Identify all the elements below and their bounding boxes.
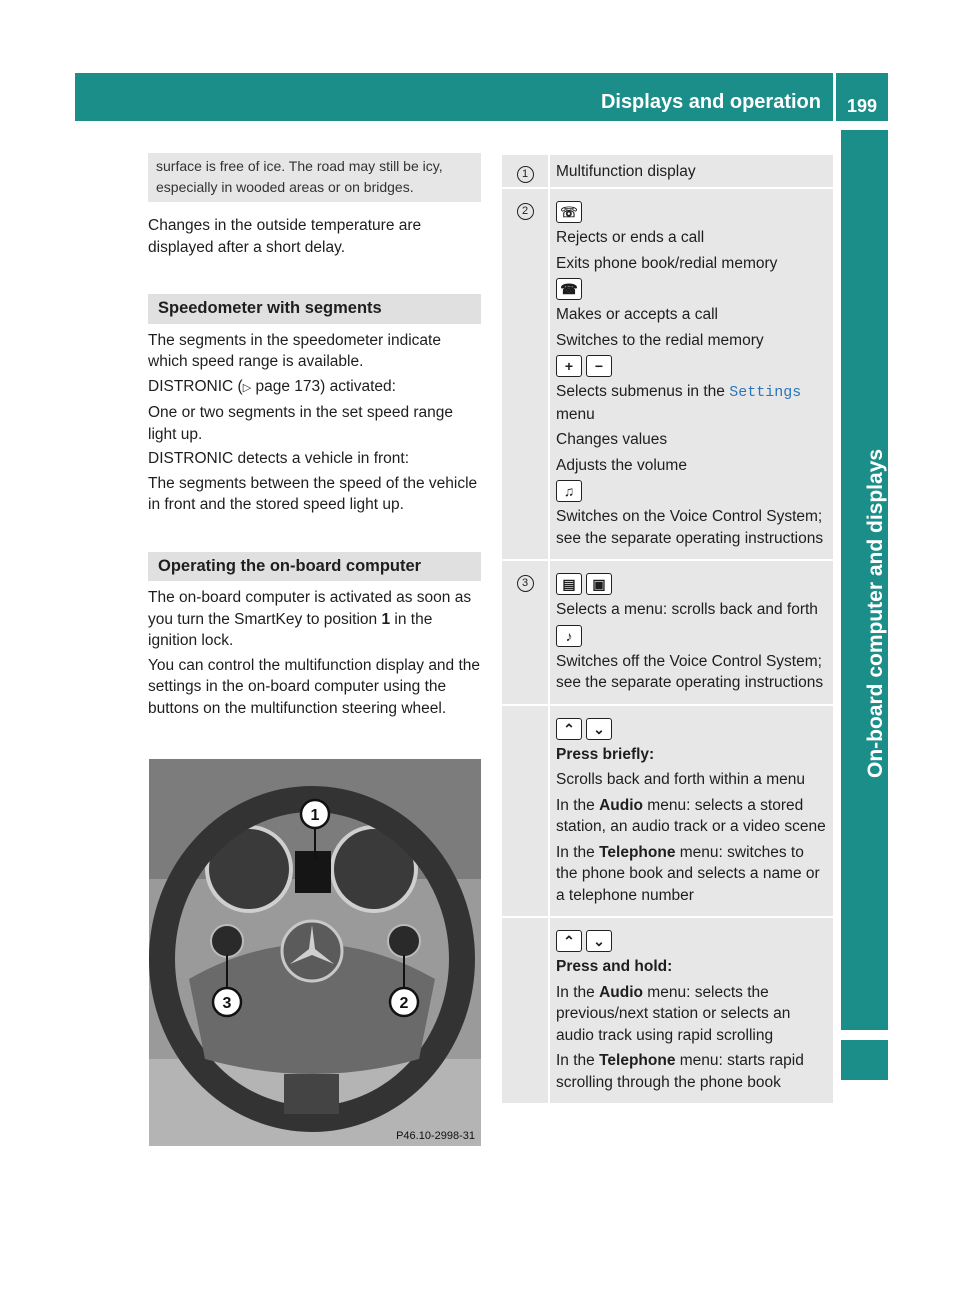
text-line: Selects a menu: scrolls back and forth [556, 601, 818, 618]
steering-wheel-photo [149, 759, 481, 1146]
voice-off-icon: ♪ [556, 625, 582, 647]
number-circle: 1 [517, 166, 534, 183]
paragraph: Changes in the outside temperature are displayed after a short delay. [148, 217, 422, 256]
side-tab-marker [841, 1040, 888, 1080]
table-row [502, 706, 833, 919]
table-row [502, 918, 833, 1105]
menu-name: Audio [599, 796, 643, 814]
table-row [502, 561, 833, 706]
number-circle: 3 [517, 575, 534, 592]
number-circle: 2 [517, 203, 534, 220]
row-number [502, 189, 548, 559]
row-heading: Press and hold: [556, 958, 673, 975]
text-line: Rejects or ends a call [556, 229, 705, 246]
text-line [556, 1050, 829, 1093]
paragraph [148, 376, 481, 400]
text-line [556, 842, 829, 907]
row-number [502, 561, 548, 704]
text-line: Scrolls back and forth within a menu [556, 771, 805, 788]
page-ref-arrow-icon: ▷ [242, 381, 252, 394]
row-number-empty [502, 918, 548, 1103]
menu-name: Telephone [599, 843, 676, 861]
plus-icon: + [556, 355, 582, 377]
down-arrow-icon: ⌄ [586, 930, 612, 952]
text: menu: starts rapid scrolling through the phone book [556, 1052, 804, 1091]
callout-1: 1 [310, 807, 320, 824]
menu-forward-icon: ▣ [586, 573, 612, 595]
row-number [502, 155, 548, 187]
text-line: Makes or accepts a call [556, 306, 718, 323]
end-call-icon: ☏ [556, 201, 582, 223]
text: menu: switches to the phone book and selects a name or a telephone number [556, 843, 820, 904]
left-column [148, 153, 481, 719]
callout-3: 3 [222, 995, 232, 1012]
paragraph: The segments in the speedometer indicate which speed range is available. [148, 331, 441, 370]
table-row [502, 189, 833, 561]
menu-name: Telephone [599, 1052, 676, 1069]
row-text [550, 706, 833, 917]
page-number: 199 [836, 73, 888, 121]
menu-name: Audio [599, 983, 643, 1001]
up-arrow-icon: ⌃ [556, 718, 582, 740]
row-text: Multifunction display [550, 155, 833, 187]
text-line [556, 795, 829, 838]
paragraph: The segments between the speed of the vehicle in front and the stored speed light up. [148, 474, 478, 513]
text-line: Switches off the Voice Control System; see the separate operating instructions [556, 652, 824, 691]
paragraph [148, 587, 481, 652]
text-line [556, 956, 829, 978]
up-arrow-icon: ⌃ [556, 930, 582, 952]
steering-wheel-illustration [149, 759, 481, 1146]
paragraph: You can control the multifunction display and the settings in the on-board computer using the buttons on the multifunction steering wheel. [148, 656, 481, 717]
text: In the [556, 983, 600, 1001]
text: The on-board computer is activated as soon as you turn the SmartKey to position [148, 589, 472, 628]
row-heading: Press briefly: [556, 745, 655, 763]
text-line [556, 982, 829, 1047]
photo-code: P46.10-2998-31 [396, 1130, 475, 1142]
voice-control-icon: ♫ [556, 480, 582, 502]
section-heading-speedometer: Speedometer with segments [148, 294, 481, 324]
text-line [556, 744, 829, 766]
text: In the [556, 843, 600, 861]
row-text [550, 918, 833, 1103]
text-line: Changes values [556, 431, 668, 448]
menu-name: Settings [729, 384, 802, 401]
text-line: Adjusts the volume [556, 456, 687, 474]
text: page 173) activated: [251, 377, 396, 395]
note-box: surface is free of ice. The road may still be icy, especially in wooded areas or on bridges. [148, 153, 481, 202]
row-number-empty [502, 706, 548, 917]
paragraph: One or two segments in the set speed range light up. [148, 404, 454, 443]
text: Selects submenus in the [556, 383, 730, 400]
row-text [550, 561, 833, 704]
text: in the ignition lock. [148, 610, 433, 649]
button-table [502, 155, 833, 1105]
accept-call-icon: ☎ [556, 278, 582, 300]
text: DISTRONIC ( [148, 377, 243, 395]
text-line: Switches to the redial memory [556, 331, 764, 349]
text-line [556, 381, 829, 425]
position-value: 1 [381, 610, 391, 628]
text: menu: selects the previous/next station or selects an audio track using rapid scrolling [556, 983, 791, 1044]
header-title: Displays and operation [600, 91, 821, 113]
minus-icon: − [586, 355, 612, 377]
text: menu: selects a stored station, an audio track or a video scene [556, 796, 826, 835]
text: menu [556, 405, 595, 423]
table-row [502, 155, 833, 189]
text-line: Switches on the Voice Control System; see the separate operating instructions [556, 508, 824, 547]
row-text [550, 189, 833, 559]
text-line: Exits phone book/redial memory [556, 254, 778, 272]
text: In the [556, 1052, 600, 1069]
section-heading-onboard: Operating the on-board computer [148, 552, 481, 582]
callout-2: 2 [399, 995, 409, 1012]
side-tab-label: On-board computer and displays [864, 448, 887, 778]
down-arrow-icon: ⌄ [586, 718, 612, 740]
paragraph: DISTRONIC detects a vehicle in front: [148, 450, 410, 467]
side-tab [841, 130, 888, 1030]
header-bar [75, 73, 833, 121]
menu-back-icon: ▤ [556, 573, 582, 595]
text: In the [556, 796, 600, 814]
